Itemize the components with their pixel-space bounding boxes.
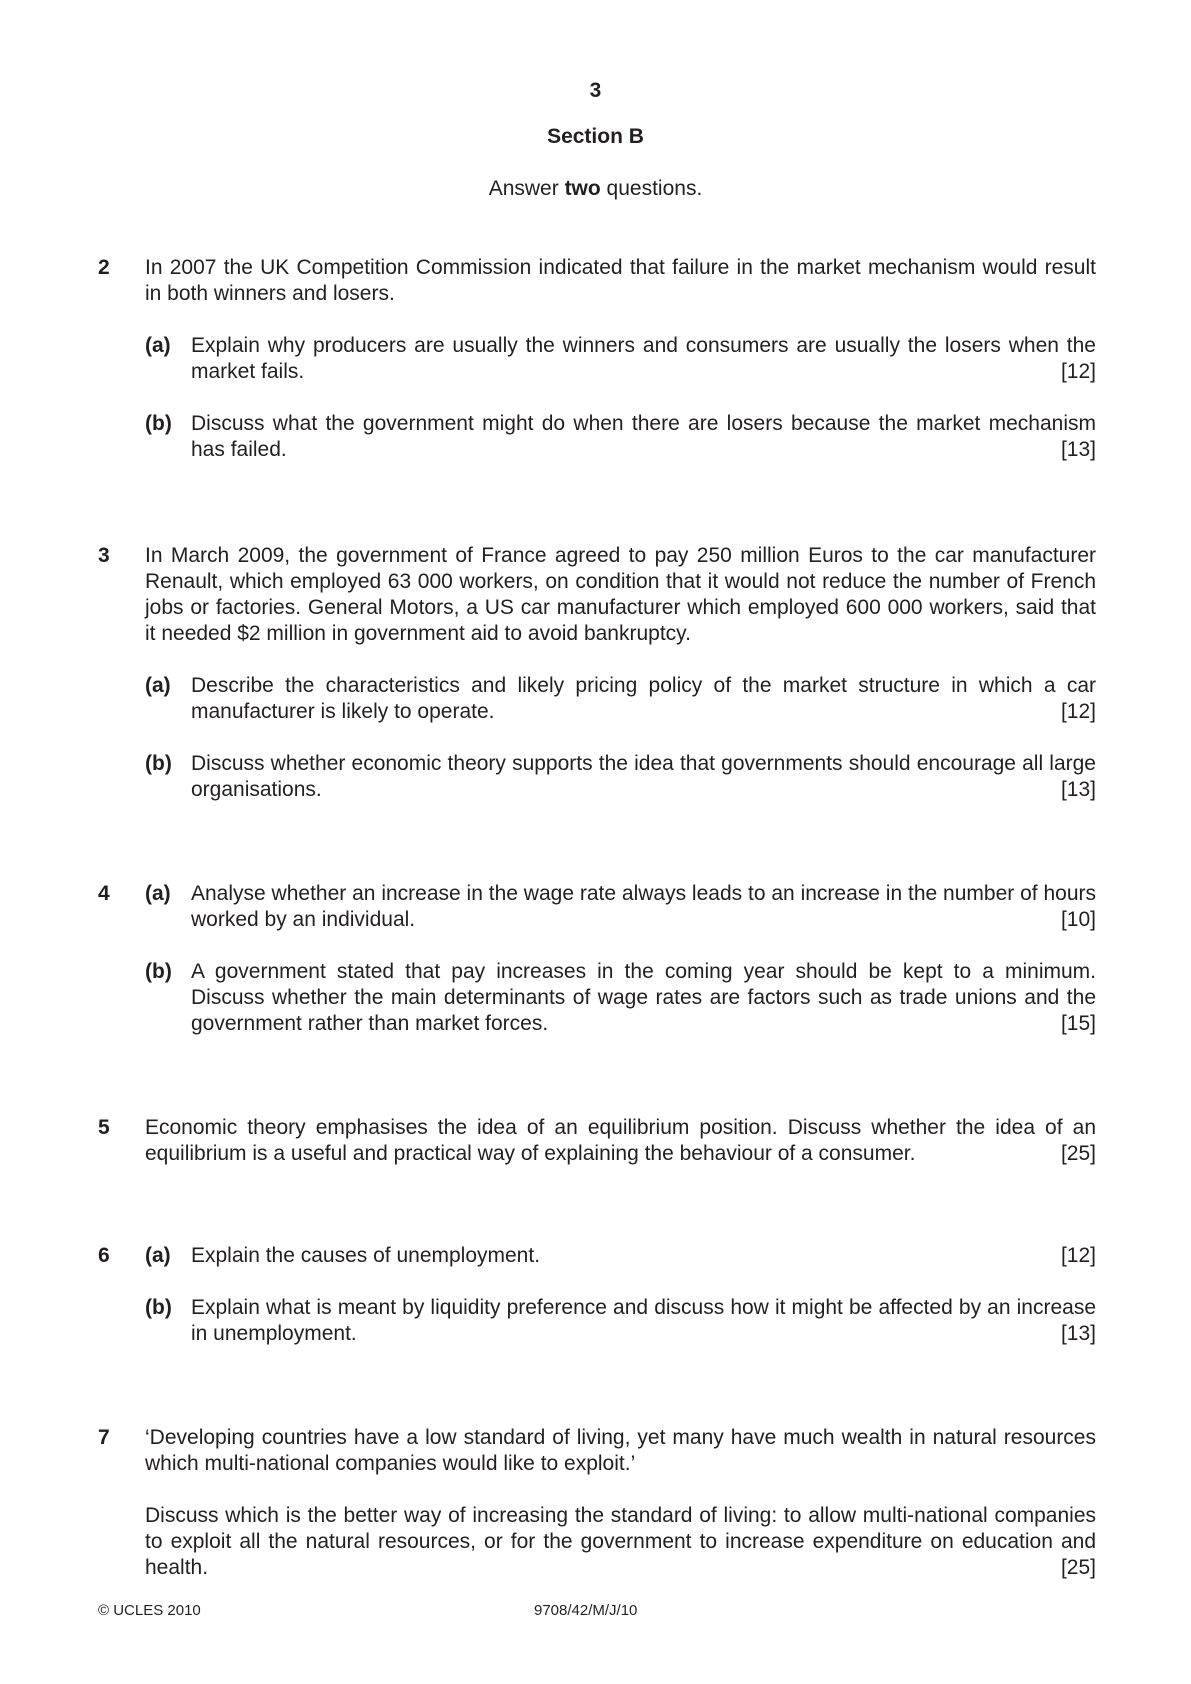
question-4b-text: A government stated that pay increases in the coming year should be kept to a minimum. Discuss whether the main determinants of wage rates are factors such as trade unions and the government rather than market forces. xyxy=(191,960,1096,1035)
question-3a-text: Describe the characteristics and likely pricing policy of the market structure in which a car manufacturer is likely to operate. xyxy=(191,674,1096,723)
question-6b-mark: [13] xyxy=(1060,1322,1096,1345)
question-4a-text: Analyse whether an increase in the wage rate always leads to an increase in the number of hours worked by an individual. xyxy=(191,882,1096,931)
question-2b-mark: [13] xyxy=(1060,438,1096,461)
question-6a-label: (a) xyxy=(145,1244,171,1267)
question-3b-label: (b) xyxy=(145,752,172,775)
question-6a-text: Explain the causes of unemployment. xyxy=(191,1244,541,1267)
question-3-number: 3 xyxy=(98,544,110,567)
question-7-mark: [25] xyxy=(1060,1556,1096,1579)
footer-copyright: © UCLES 2010 xyxy=(98,1602,201,1619)
question-6b-label: (b) xyxy=(145,1296,172,1319)
question-4a-mark: [10] xyxy=(1060,908,1096,931)
question-5-mark: [25] xyxy=(1060,1142,1096,1165)
question-2-stem: In 2007 the UK Competition Commission indicated that failure in the market mechanism would result in both winners and losers. xyxy=(145,256,1096,305)
question-3b-text: Discuss whether economic theory supports the idea that governments should encourage all large organisations. xyxy=(191,752,1096,801)
question-5-number: 5 xyxy=(98,1116,110,1139)
question-2b-text: Discuss what the government might do when there are losers because the market mechanism has failed. xyxy=(191,412,1096,461)
question-2-number: 2 xyxy=(98,256,110,279)
question-3a-mark: [12] xyxy=(1060,700,1096,723)
page-number: 3 xyxy=(589,79,602,102)
section-title: Section B xyxy=(547,125,644,148)
instruction-pre: Answer xyxy=(488,177,565,200)
question-3-stem: In March 2009, the government of France agreed to pay 250 million Euros to the car manufacturer Renault, which employed 63 000 workers, on condition that it would not reduce the number of French jobs or factories. General Motors, a US car manufacturer which employed 600 000 workers, said that it needed $2 million in government aid to avoid bankruptcy. xyxy=(145,544,1096,645)
question-4-number: 4 xyxy=(98,882,110,905)
instruction-post: questions. xyxy=(600,177,703,200)
question-2a-mark: [12] xyxy=(1060,360,1096,383)
question-7-text: Discuss which is the better way of increasing the standard of living: to allow multi-national companies to exploit all the natural resources, or for the government to increase expenditure on education and health. xyxy=(145,1504,1096,1579)
question-3a-label: (a) xyxy=(145,674,171,697)
footer-code: 9708/42/M/J/10 xyxy=(534,1602,638,1619)
instruction-bold: two xyxy=(564,177,601,200)
question-2a-text: Explain why producers are usually the winners and consumers are usually the losers when the market fails. xyxy=(191,334,1096,383)
question-6b-text: Explain what is meant by liquidity preference and discuss how it might be affected by an increase in unemployment. xyxy=(191,1296,1096,1345)
question-4b-label: (b) xyxy=(145,960,172,983)
question-7-quote: ‘Developing countries have a low standard of living, yet many have much wealth in natural resources which multi-national companies would like to exploit.’ xyxy=(145,1426,1096,1475)
question-2b-label: (b) xyxy=(145,412,172,435)
question-4a-label: (a) xyxy=(145,882,171,905)
question-5-text: Economic theory emphasises the idea of an equilibrium position. Discuss whether the idea of an equilibrium is a useful and practical way of explaining the behaviour of a consumer. xyxy=(145,1116,1096,1165)
question-6a-mark: [12] xyxy=(1060,1244,1096,1267)
question-6-number: 6 xyxy=(98,1244,110,1267)
question-7-number: 7 xyxy=(98,1426,110,1449)
instruction xyxy=(0,176,1191,202)
question-5 xyxy=(145,1115,1096,1167)
question-3b-mark: [13] xyxy=(1060,778,1096,801)
question-4b-mark: [15] xyxy=(1060,1012,1096,1035)
question-2a-label: (a) xyxy=(145,334,171,357)
